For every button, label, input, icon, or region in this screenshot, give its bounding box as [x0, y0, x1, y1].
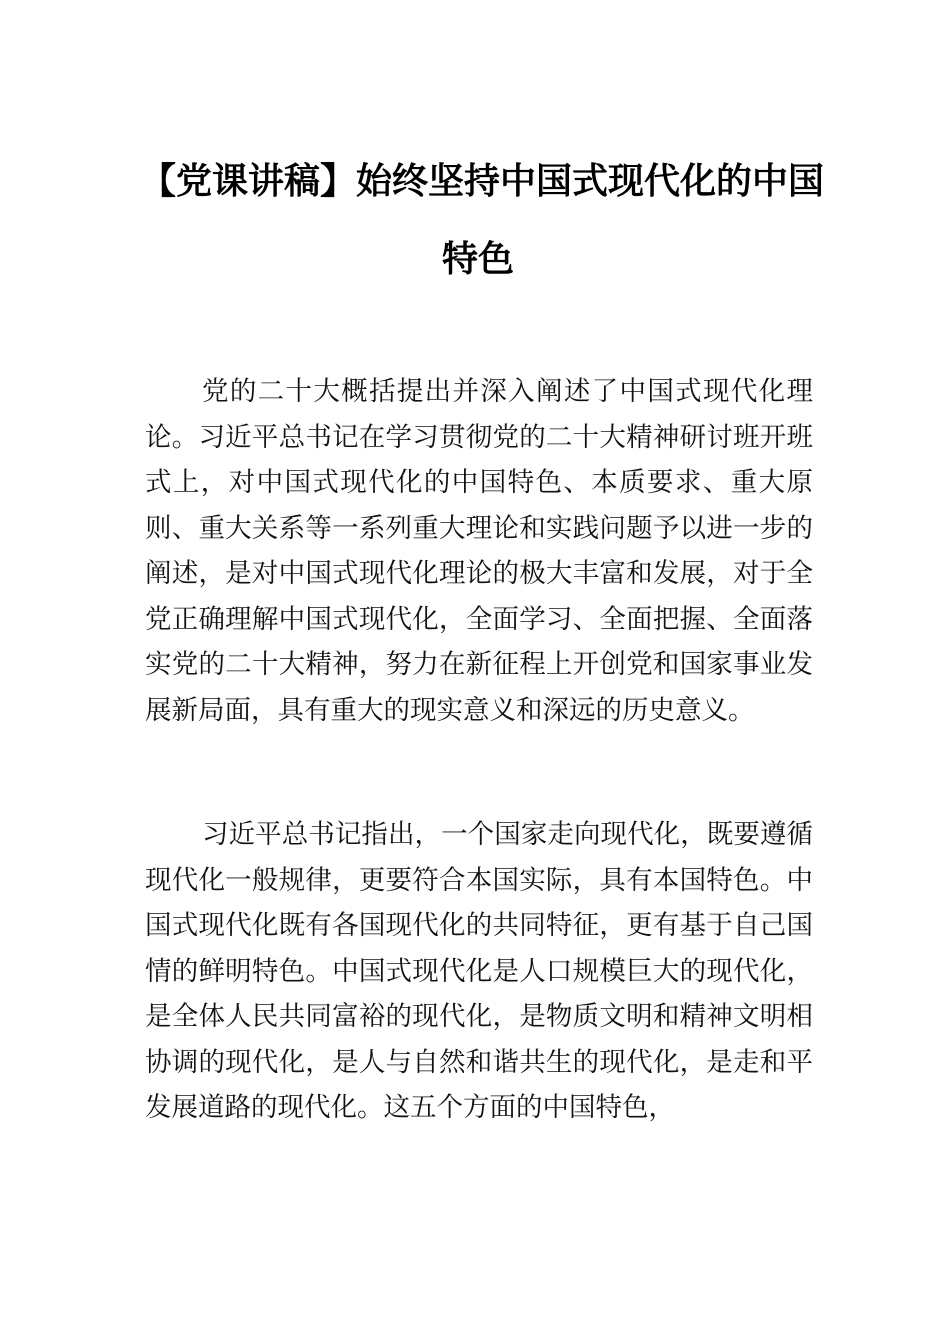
title-line-2: 特色: [441, 238, 514, 280]
title-line-1: 【党课讲稿】始终坚持中国式现代化的中国: [140, 160, 825, 202]
document-title: [140, 142, 825, 298]
body-paragraph-2: 习近平总书记指出，一个国家走向现代化，既要遵循现代化一般规律，更要符合本国实际，具有本国特色。中国式现代化既有各国现代化的共同特征，更有基于自己国情的鲜明特色。中国式现代化是人口规模巨大的现代化，是全体人民共同富裕的现代化，是物质文明和精神文明相协调的现代化，是人与自然和谐共生的现代化，是走和平发展道路的现代化。这五个方面的中国特色，: [145, 819, 813, 1123]
body-paragraph-1: 党的二十大概括提出并深入阐述了中国式现代化理论。习近平总书记在学习贯彻党的二十大精神研讨班开班式上，对中国式现代化的中国特色、本质要求、重大原则、重大关系等一系列重大理论和实践问题予以进一步的阐述，是对中国式现代化理论的极大丰富和发展，对于全党正确理解中国式现代化，全面学习、全面把握、全面落实党的二十大精神，努力在新征程上开创党和国家事业发展新局面，具有重大的现实意义和深远的历史意义。: [145, 376, 813, 726]
